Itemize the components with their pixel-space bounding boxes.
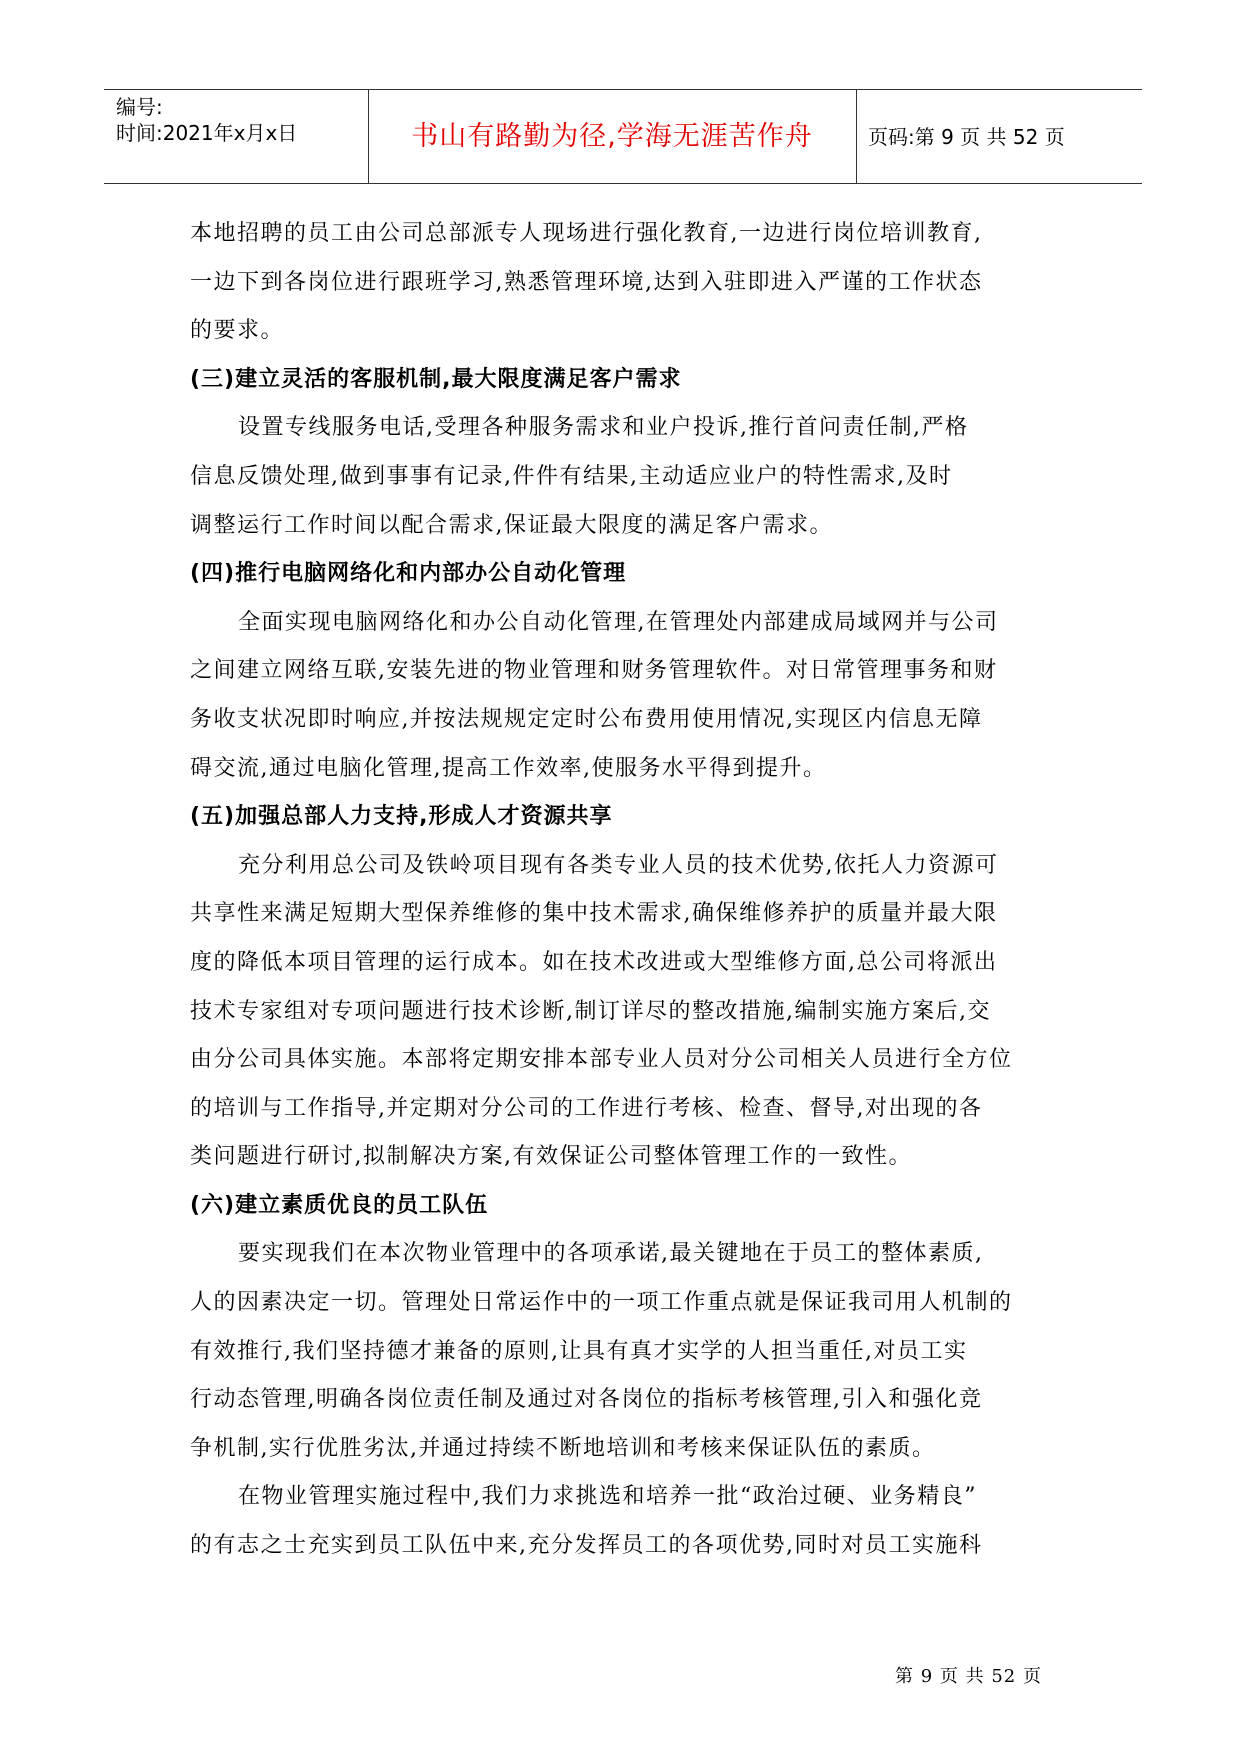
document-number-label: 编号: <box>116 95 163 119</box>
body-text-line: 全面实现电脑网络化和办公自动化管理,在管理处内部建成局域网并与公司 <box>238 609 999 635</box>
body-text-line: 务收支状况即时响应,并按法规规定定时公布费用使用情况,实现区内信息无障 <box>190 706 983 732</box>
section-heading: (四)推行电脑网络化和内部办公自动化管理 <box>190 561 627 587</box>
document-body <box>190 210 1060 1571</box>
body-text-line: 的有志之士充实到员工队伍中来,充分发挥员工的各项优势,同时对员工实施科 <box>190 1533 983 1559</box>
body-text-line: 行动态管理,明确各岗位责任制及通过对各岗位的指标考核管理,引入和强化竞 <box>190 1387 983 1413</box>
body-text-line: 碍交流,通过电脑化管理,提高工作效率,使服务水平得到提升。 <box>190 755 827 781</box>
body-text-line: 充分利用总公司及铁岭项目现有各类专业人员的技术优势,依托人力资源可 <box>238 852 999 878</box>
body-text-line: 本地招聘的员工由公司总部派专人现场进行强化教育,一边进行岗位培训教育, <box>190 221 983 246</box>
section-heading: (六)建立素质优良的员工队伍 <box>190 1192 489 1218</box>
body-text-line: 信息反馈处理,做到事事有记录,件件有结果,主动适应业户的特性需求,及时 <box>190 463 953 489</box>
document-time-label: 时间:2021年x月x日 <box>116 121 298 145</box>
body-text-line: 类问题进行研讨,拟制解决方案,有效保证公司整体管理工作的一致性。 <box>190 1144 912 1170</box>
section-heading: (五)加强总部人力支持,形成人才资源共享 <box>190 804 613 830</box>
body-text-line: 之间建立网络互联,安装先进的物业管理和财务管理软件。对日常管理事务和财 <box>190 658 998 684</box>
body-text-line: 技术专家组对专项问题进行技术诊断,制订详尽的整改措施,编制实施方案后,交 <box>190 998 991 1024</box>
body-text-line: 有效推行,我们坚持德才兼备的原则,让具有真才实学的人担当重任,对员工实 <box>190 1338 968 1364</box>
body-text-line: 共享性来满足短期大型保养维修的集中技术需求,确保维修养护的质量并最大限 <box>190 901 998 927</box>
body-text-line: 设置专线服务电话,受理各种服务需求和业户投诉,推行首问责任制,严格 <box>238 415 969 441</box>
section-heading: (三)建立灵活的客服机制,最大限度满足客户需求 <box>190 366 682 392</box>
body-text-line: 调整运行工作时间以配合需求,保证最大限度的满足客户需求。 <box>190 512 833 538</box>
page-header <box>104 89 1142 184</box>
body-text-line: 人的因素决定一切。管理处日常运作中的一项工作重点就是保证我司用人机制的 <box>190 1290 1013 1316</box>
header-motto-cell <box>368 90 857 183</box>
body-text-line: 要实现我们在本次物业管理中的各项承诺,最关键地在于员工的整体素质, <box>238 1241 984 1267</box>
page-footer: 第 9 页 共 52 页 <box>895 1666 1042 1687</box>
body-text-line: 的培训与工作指导,并定期对分公司的工作进行考核、检查、督导,对出现的各 <box>190 1095 983 1121</box>
body-text-line: 争机制,实行优胜劣汰,并通过持续不断地培训和考核来保证队伍的素质。 <box>190 1435 936 1461</box>
body-text-line: 在物业管理实施过程中,我们力求挑选和培养一批“政治过硬、业务精良” <box>238 1484 977 1510</box>
header-page-number: 页码:第 9 页 共 52 页 <box>868 125 1065 149</box>
body-text-line: 度的降低本项目管理的运行成本。如在技术改进或大型维修方面,总公司将派出 <box>190 949 998 975</box>
body-text-line: 的要求。 <box>190 318 285 344</box>
body-text-line: 由分公司具体实施。本部将定期安排本部专业人员对分公司相关人员进行全方位 <box>190 1047 1013 1073</box>
header-motto: 书山有路勤为径,学海无涯苦作舟 <box>411 121 813 152</box>
body-text-line: 一边下到各岗位进行跟班学习,熟悉管理环境,达到入驻即进入严谨的工作状态 <box>190 269 983 295</box>
header-page-cell <box>856 90 1142 183</box>
header-meta-cell <box>104 90 369 183</box>
